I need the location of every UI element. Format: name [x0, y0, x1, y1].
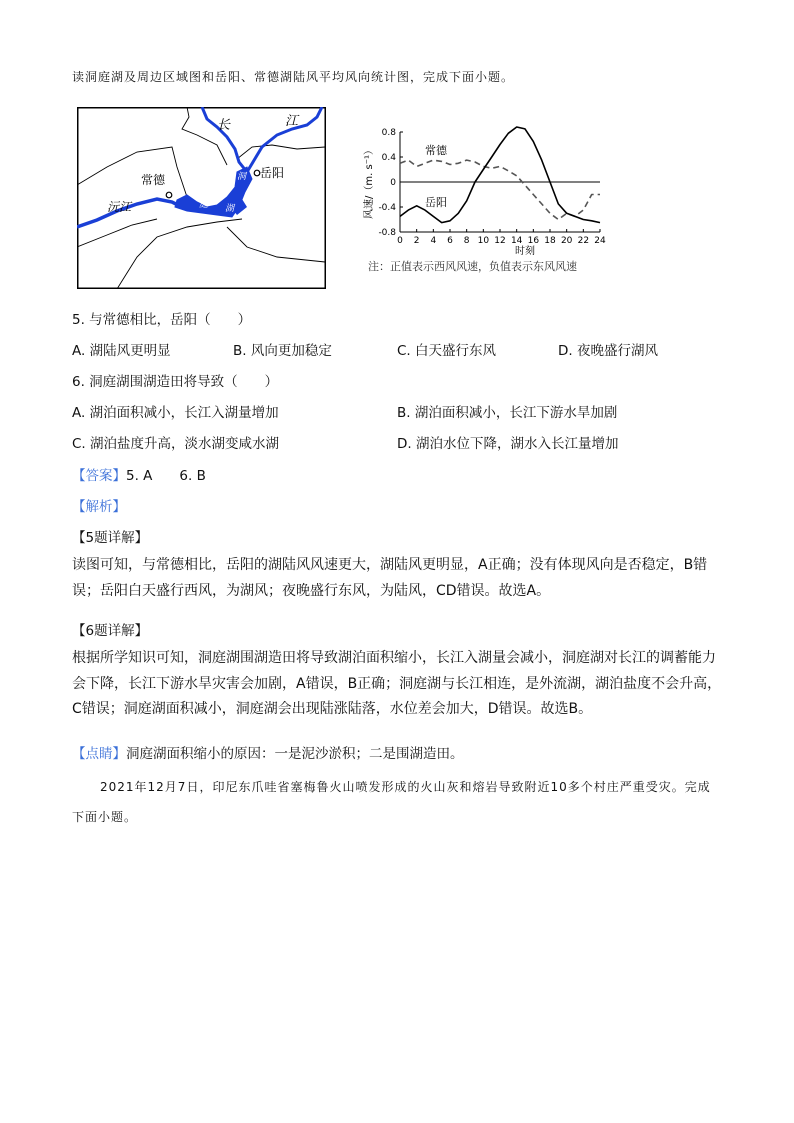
q5-option-d: D. 夜晚盛行湖风: [558, 343, 658, 359]
series-label-changde: 常德: [425, 143, 447, 157]
answer-line: [72, 464, 206, 484]
x-tick-label: 24: [594, 236, 606, 246]
y-tick-label: -0.8: [378, 228, 396, 238]
answer-label: 【答案】: [72, 468, 126, 484]
wind-speed-chart: [340, 120, 640, 275]
map-label-chang: 长: [217, 118, 231, 133]
x-tick-label: 2: [413, 236, 420, 246]
detail5-label: 【5题详解】: [72, 530, 149, 546]
map-label-yuanjiang: 沅江: [107, 200, 132, 214]
map-label-dong: 洞: [237, 172, 247, 182]
x-tick-label: 20: [560, 236, 573, 246]
yueyang-point: [254, 170, 260, 176]
chart-note: 注：正值表示西风风速，负值表示东风风速: [368, 260, 577, 273]
next-intro: 2021年12月7日，印尼东爪哇省塞梅鲁火山喷发形成的火山灰和熔岩导致附近10多个村庄严重受灾。完成下面小题。: [72, 780, 711, 824]
detail6-text: 根据所学知识可知，洞庭湖围湖造田将导致湖泊面积缩小，长江入湖量会减小，洞庭湖对长江的调蓄能力会下降，长江下游水旱灾害会加剧，A错误，B正确；洞庭湖与长江相连，是外流湖，湖泊盐度不会升高，C错误；洞庭湖面积减小，洞庭湖会出现陆涨陆落，水位差会加大，D错误。故选B。: [72, 650, 722, 717]
detail6-label: 【6题详解】: [72, 623, 149, 639]
x-tick-label: 8: [463, 236, 470, 246]
intro-text: 读洞庭湖及周边区域图和岳阳、常德湖陆风平均风向统计图，完成下面小题。: [72, 70, 515, 84]
x-tick-label: 18: [544, 236, 556, 246]
tip-line: [72, 742, 464, 762]
q5-option-a: A. 湖陆风更明显: [72, 343, 171, 359]
q6-option-c: C. 湖泊盐度升高，淡水湖变咸水湖: [72, 436, 280, 452]
map-label-hu: 湖: [225, 204, 235, 214]
x-tick-label: 12: [494, 236, 506, 246]
x-axis-label: 时刻: [515, 246, 535, 257]
map-frame: [78, 108, 326, 289]
x-tick-label: 6: [447, 236, 453, 246]
map-label-ting: 庭: [199, 200, 209, 210]
y-tick-label: -0.4: [378, 203, 396, 213]
changde-series-line: [400, 160, 600, 219]
x-tick-label: 14: [510, 236, 523, 246]
x-tick-label: 22: [577, 236, 590, 246]
dongting-map: [77, 107, 326, 289]
q6-stem: 6. 洞庭湖围湖造田将导致（ ）: [72, 374, 279, 390]
x-tick-label: 10: [477, 236, 490, 246]
q6-option-d: D. 湖泊水位下降，湖水入长江量增加: [397, 436, 619, 452]
x-tick-label: 0: [397, 236, 403, 246]
tip-text: 洞庭湖面积缩小的原因：一是泥沙淤积；二是围湖造田。: [126, 746, 464, 762]
detail5-text: 读图可知，与常德相比，岳阳的湖陆风风速更大，湖陆风更明显，A正确；没有体现风向是否稳定，B错误；岳阳白天盛行西风，为湖风；夜晚盛行东风，为陆风，CD错误。故选A。: [72, 557, 708, 599]
y-tick-label: 0.8: [381, 128, 396, 138]
q6-option-a: A. 湖泊面积减小，长江入湖量增加: [72, 405, 279, 421]
map-label-jiang: 江: [285, 114, 299, 129]
y-tick-label: 0: [390, 178, 396, 188]
tip-label: 【点睛】: [72, 746, 126, 762]
q5-option-b: B. 风向更加稳定: [233, 343, 332, 359]
q6-option-b: B. 湖泊面积减小，长江下游水旱加剧: [397, 405, 618, 421]
q5-stem: 5. 与常德相比，岳阳（ ）: [72, 312, 252, 328]
chart-labels: [362, 128, 606, 257]
answer-text: 5. A 6. B: [126, 468, 206, 484]
changde-point: [166, 192, 172, 198]
x-tick-label: 16: [527, 236, 540, 246]
x-tick-label: 4: [430, 236, 437, 246]
analysis-label: 【解析】: [72, 499, 126, 515]
map-label-yueyang: 岳阳: [260, 166, 285, 180]
q5-option-c: C. 白天盛行东风: [397, 343, 497, 359]
y-tick-label: 0.4: [381, 153, 396, 163]
map-label-changde: 常德: [141, 173, 166, 187]
y-axis-label: 风速/（m. s⁻¹）: [364, 145, 375, 219]
series-label-yueyang: 岳阳: [425, 195, 447, 209]
